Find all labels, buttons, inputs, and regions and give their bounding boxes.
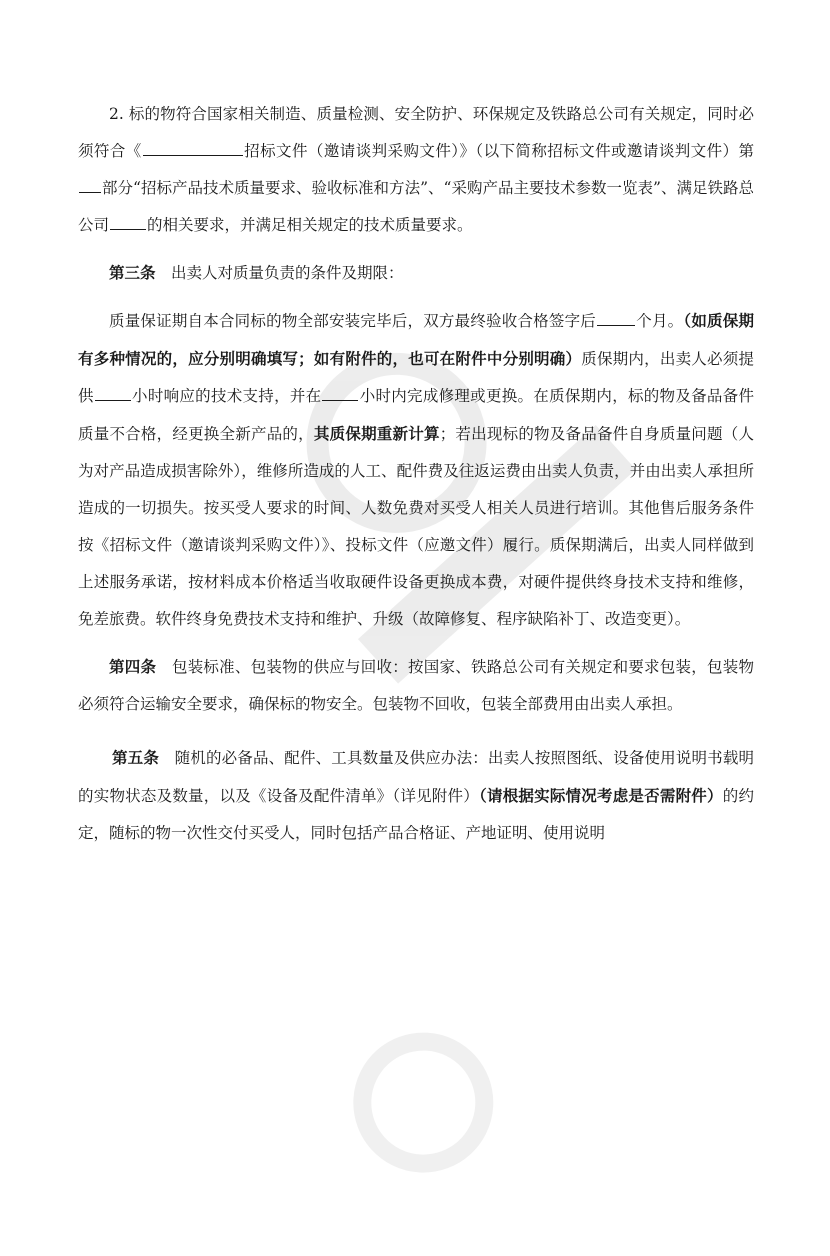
watermark-logo-bottom [280, 964, 580, 1256]
paragraph-clause-2-item-2: 2. 标的物符合国家相关制造、质量检测、安全防护、环保规定及铁路总公司有关规定，同时必须符合《 招标文件（邀请谈判采购文件）》（以下简称招标文件或邀请谈判文件）第部分“招标产品技术质量要求、验收标准和方法”、“采购产品主要技术参数一览表”、满足铁路总公司 的相关要求，并满足相关规定的技术质量要求。 [78, 105, 754, 234]
article-3-body: 质量保证期自本合同标的物全部安装完毕后，双方最终验收合格签字后 个月。（如质保期有多种情况的，应分别明确填写；如有附件的，也可在附件中分别明确）质保期内，出卖人必须提供 小时响应的技术支持，并在 小时内完成修理或更换。在质保期内，标的物及备品备件质量不合格，经更换全新产品的，其质保期重新计算；若出现标的物及备品备件自身质量问题（人为对产品造成损害除外），维修所造成的人工、配件费及往返运费由出卖人负责，并由出卖人承担所造成的一切损失。按买受人要求的时间、人数免费对买受人相关人员进行培训。其他售后服务条件按《招标文件（邀请谈判采购文件）》、投标文件（应邀文件）履行。质保期满后，出卖人同样做到上述服务承诺，按材料成本价格适当收取硬件设备更换成本费，对硬件提供终身技术支持和维修，免差旅费。软件终身免费技术支持和维护、升级（故障修复、程序缺陷补丁、改造变更）。 [78, 302, 754, 638]
article-4: 第四条 包装标准、包装物的供应与回收：按国家、铁路总公司有关规定和要求包装，包装物必须符合运输安全要求，确保标的物安全。包装物不回收，包装全部费用由出卖人承担。 [78, 657, 754, 713]
blank-field [95, 384, 131, 401]
article-3-heading: 第三条 出卖人对质量负责的条件及期限： [109, 263, 404, 282]
blank-field [597, 309, 635, 326]
blank-field [79, 176, 101, 193]
blank-field [110, 213, 146, 230]
blank-field [143, 139, 243, 156]
blank-field [322, 384, 358, 401]
article-5: 第五条 随机的必备品、配件、工具数量及供应办法：出卖人按照图纸、设备使用说明书载明的实物状态及数量，以及《设备及配件清单》（详见附件）（请根据实际情况考虑是否需附件）的约定，随标的物一次性交付买受人，同时包括产品合格证、产地证明、使用说明 [78, 748, 754, 842]
contract-body [78, 96, 754, 852]
